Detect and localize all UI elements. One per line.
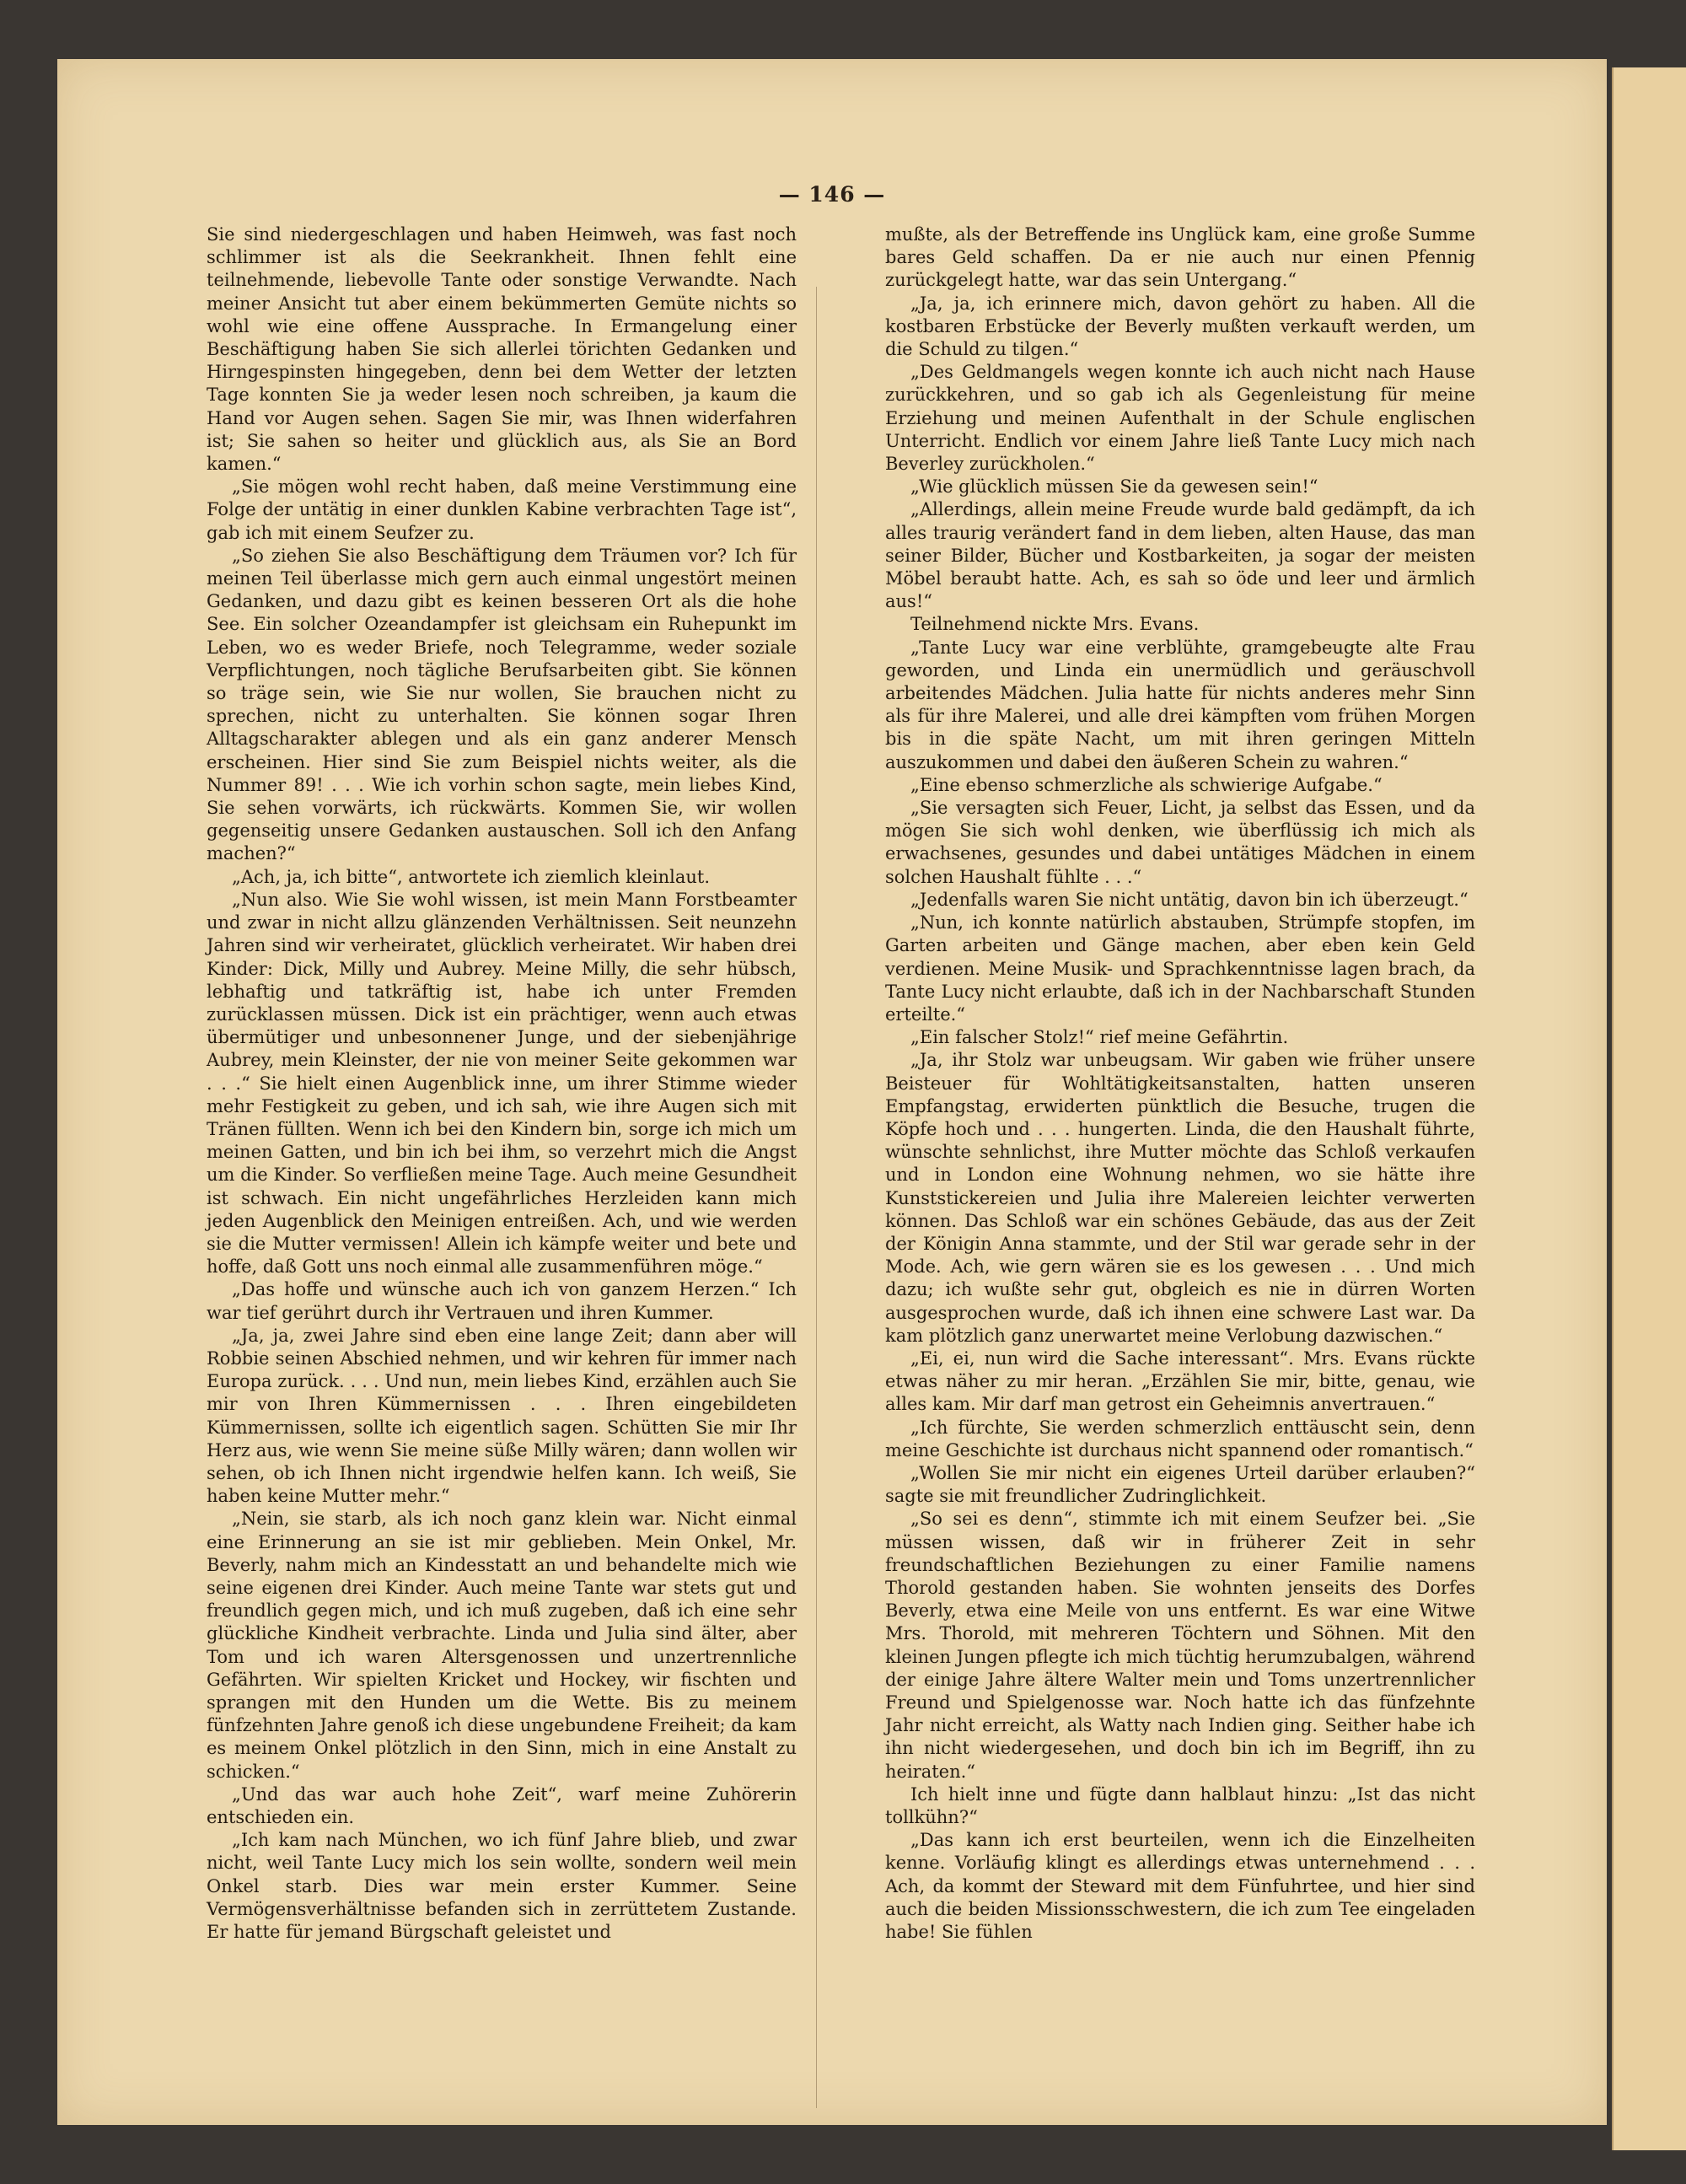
- paragraph: „Und das war auch hohe Zeit“, warf meine Zuhörerin entschieden ein.: [207, 1783, 797, 1828]
- paragraph: „Das kann ich erst beurteilen, wenn ich die Einzelheiten kenne. Vorläufig klingt es allerdings etwas unternehmend . . . Ach, da kommt der Steward mit dem Fünfuhrtee, und hier sind auch die beiden Missionsschwestern, die ich zum Tee eingeladen habe! Sie fühlen: [885, 1830, 1475, 1943]
- paragraph: „Nun, ich konnte natürlich abstauben, Strümpfe stopfen, im Garten arbeiten und Gänge machen, aber eben kein Geld verdienen. Meine Musik- und Sprachkenntnisse lagen brach, da Tante Lucy nicht erlaubte, daß ich in der Nachbarschaft Stunden erteilte.“: [885, 912, 1475, 1025]
- paragraph: Sie sind niedergeschlagen und haben Heimweh, was fast noch schlimmer ist als die Seekrankheit. Ihnen fehlt eine teilnehmende, liebevolle Tante oder sonstige Verwandte. Nach meiner Ansicht tut aber einem bekümmerten Gemüte nichts so wohl wie eine offene Aussprache. In Ermangelung einer Beschäftigung haben Sie sich allerlei törichten Gedanken und Hirngespinsten hingegeben, denn bei dem Wetter der letzten Tage konnten Sie ja weder lesen noch schreiben, ja kaum die Hand vor Augen sehen. Sagen Sie mir, was Ihnen widerfahren ist; Sie sahen so heiter und glücklich aus, als Sie an Bord kamen.“: [207, 224, 797, 475]
- column-divider: [816, 287, 817, 2108]
- paragraph: „Ja, ja, zwei Jahre sind eben eine lange Zeit; dann aber will Robbie seinen Abschied nehmen, und wir kehren für immer nach Europa zurück. . . . Und nun, mein liebes Kind, erzählen auch Sie mir von Ihren Kümmernissen . . . Ihren eingebildeten Kümmernissen, sollte ich eigentlich sagen. Schütten Sie mir Ihr Herz aus, wie wenn Sie meine süße Milly wären; dann wollen wir sehen, ob ich Ihnen nicht irgendwie helfen kann. Ich weiß, Sie haben keine Mutter mehr.“: [207, 1325, 797, 1507]
- paragraph: „Tante Lucy war eine verblühte, gramgebeugte alte Frau geworden, und Linda ein unermüdlich und geräuschvoll arbeitendes Mädchen. Julia hatte für nichts anderes mehr Sinn als für ihre Malerei, und alle drei kämpften vom frühen Morgen bis in die späte Nacht, um mit ihren geringen Mitteln auszukommen und dabei den äußeren Schein zu wahren.“: [885, 637, 1475, 772]
- paragraph: „Wollen Sie mir nicht ein eigenes Urteil darüber erlauben?“ sagte sie mit freundlicher Zudringlichkeit.: [885, 1462, 1475, 1507]
- newspaper-page: [57, 59, 1607, 2125]
- paragraph: „Wie glücklich müssen Sie da gewesen sein!“: [910, 476, 1318, 498]
- paragraph: „Das hoffe und wünsche auch ich von ganzem Herzen.“ Ich war tief gerührt durch ihr Vertrauen und ihren Kummer.: [207, 1279, 797, 1323]
- paragraph: mußte, als der Betreffende ins Unglück kam, eine große Summe bares Geld schaffen. Da er nie auch nur einen Pfennig zurückgelegt hatte, war das sein Untergang.“: [885, 224, 1475, 291]
- paragraph: „Des Geldmangels wegen konnte ich auch nicht nach Hause zurückkehren, und so gab ich als Gegenleistung für meine Erziehung und meinen Aufenthalt in der Schule englischen Unterricht. Endlich vor einem Jahre ließ Tante Lucy mich nach Beverley zurückholen.“: [885, 362, 1475, 475]
- paragraph: „Eine ebenso schmerzliche als schwierige Aufgabe.“: [910, 774, 1383, 795]
- paragraph: „Ich fürchte, Sie werden schmerzlich enttäuscht sein, denn meine Geschichte ist durchaus nicht spannend oder romantisch.“: [885, 1417, 1475, 1460]
- paragraph: „Jedenfalls waren Sie nicht untätig, davon bin ich überzeugt.“: [910, 889, 1469, 910]
- paragraph: Teilnehmend nickte Mrs. Evans.: [910, 614, 1200, 635]
- paragraph: „Nun also. Wie Sie wohl wissen, ist mein Mann Forstbeamter und zwar in nicht allzu glänzenden Verhältnissen. Seit neunzehn Jahren sind wir verheiratet, glücklich verheiratet. Wir haben drei Kinder: Dick, Milly und Aubrey. Meine Milly, die sehr hübsch, lebhaftig und tatkräftig ist, habe ich unter Fremden zurücklassen müssen. Dick ist ein prächtiger, wenn auch etwas übermütiger und unbesonnener Junge, und der siebenjährige Aubrey, mein Kleinster, der nie von meiner Seite gekommen war . . .“ Sie hielt einen Augenblick inne, um ihrer Stimme wieder mehr Festigkeit zu geben, und ich sah, wie ihre Augen sich mit Tränen füllten. Wenn ich bei den Kindern bin, sorge ich mich um meinen Gatten, und bin ich bei ihm, so verzehrt mich die Angst um die Kinder. So verfließen meine Tage. Auch meine Gesundheit ist schwach. Ein nicht ungefährliches Herzleiden kann mich jeden Augenblick den Meinigen entreißen. Ach, und wie werden sie die Mutter vermissen! Allein ich kämpfe weiter und bete und hoffe, daß Gott uns noch einmal alle zusammenführen möge.“: [207, 889, 797, 1278]
- next-page-edge: [1612, 67, 1686, 2150]
- paragraph: Ich hielt inne und fügte dann halblaut hinzu: „Ist das nicht tollkühn?“: [885, 1783, 1475, 1828]
- paragraph: „So sei es denn“, stimmte ich mit einem Seufzer bei. „Sie müssen wissen, daß wir in früherer Zeit in sehr freundschaftlichen Beziehungen zu einer Familie namens Thorold gestanden haben. Sie wohnten jenseits des Dorfes Beverly, etwa eine Meile von uns entfernt. Es war eine Witwe Mrs. Thorold, mit mehreren Töchtern und Söhnen. Mit den kleinen Jungen pflegte ich mich tüchtig herumzubalgen, während der einige Jahre ältere Walter mein und Toms unzertrennlicher Freund und Spielgenosse war. Noch hatte ich das fünfzehnte Jahr nicht erreicht, als Watty nach Indien ging. Seither habe ich ihn nicht wiedergesehen, und doch bin ich im Begriff, ihn zu heiraten.“: [885, 1509, 1475, 1782]
- paragraph: „Sie versagten sich Feuer, Licht, ja selbst das Essen, und da mögen Sie sich wohl denken, wie überflüssig ich mich als erwachsenes, gesundes und dabei untätiges Mädchen in einem solchen Haushalt fühlte . . .“: [885, 798, 1475, 887]
- paragraph: „Allerdings, allein meine Freude wurde bald gedämpft, da ich alles traurig verändert fand in dem lieben, alten Hause, das man seiner Bilder, Bücher und Kostbarkeiten, ja sogar der meisten Möbel beraubt hatte. Ach, es sah so öde und leer und ärmlich aus!“: [885, 499, 1475, 612]
- right-column: [885, 223, 1475, 1944]
- paragraph: „Ich kam nach München, wo ich fünf Jahre blieb, und zwar nicht, weil Tante Lucy mich los sein wollte, sondern weil mein Onkel starb. Dies war mein erster Kummer. Seine Vermögensverhältnisse befanden sich in zerrüttetem Zustande. Er hatte für jemand Bürgschaft geleistet und: [207, 1830, 797, 1943]
- paragraph: „Nein, sie starb, als ich noch ganz klein war. Nicht einmal eine Erinnerung an sie ist mir geblieben. Mein Onkel, Mr. Beverly, nahm mich an Kindesstatt an und behandelte mich wie seine eigenen drei Kinder. Auch meine Tante war stets gut und freundlich gegen mich, und ich muß zugeben, daß ich eine sehr glückliche Kindheit verbrachte. Linda und Julia sind älter, aber Tom und ich waren Altersgenossen und unzertrennliche Gefährten. Wir spielten Kricket und Hockey, wir fischten und sprangen mit den Hunden um die Wette. Bis zu meinem fünfzehnten Jahre genoß ich diese ungebundene Freiheit; da kam es meinem Onkel plötzlich in den Sinn, mich in eine Anstalt zu schicken.“: [207, 1509, 797, 1782]
- paragraph: „Ei, ei, nun wird die Sache interessant“. Mrs. Evans rückte etwas näher zu mir heran. „Erzählen Sie mir, bitte, genau, wie alles kam. Mir darf man getrost ein Geheimnis anvertrauen.“: [885, 1348, 1475, 1415]
- page-number: — 146 —: [778, 182, 886, 207]
- paragraph: „So ziehen Sie also Beschäftigung dem Träumen vor? Ich für meinen Teil überlasse mich gern auch einmal ungestört meinen Gedanken, und dazu gibt es keinen besseren Ort als die hohe See. Ein solcher Ozeandampfer ist gleichsam ein Ruhepunkt im Leben, wo es weder Briefe, noch Telegramme, weder soziale Verpflichtungen, noch tägliche Berufsarbeiten gibt. Sie können so träge sein, wie Sie nur wollen, Sie brauchen nicht zu sprechen, nicht zu unterhalten. Sie können sogar Ihren Alltagscharakter ablegen und als ein ganz anderer Mensch erscheinen. Hier sind Sie zum Beispiel nichts weiter, als die Nummer 89! . . . Wie ich vorhin schon sagte, mein liebes Kind, Sie sehen vorwärts, ich rückwärts. Kommen Sie, wir wollen gegenseitig unsere Gedanken austauschen. Soll ich den Anfang machen?“: [207, 545, 797, 864]
- paragraph: „Ja, ihr Stolz war unbeugsam. Wir gaben wie früher unsere Beisteuer für Wohltätigkeitsanstalten, hatten unseren Empfangstag, erwiderten pünktlich die Besuche, trugen die Köpfe hoch und . . . hungerten. Linda, die den Haushalt führte, wünschte sehnlichst, ihre Mutter möchte das Schloß verkaufen und in London eine Wohnung nehmen, wo sie hätte ihre Kunststickereien und Julia ihre Malereien leichter verwerten können. Das Schloß war ein schönes Gebäude, das aus der Zeit der Königin Anna stammte, und der Stil war gerade sehr in der Mode. Ach, wie gern wären sie es los gewesen . . . Und mich dazu; ich wußte sehr gut, obgleich es nie in dürren Worten ausgesprochen wurde, daß ich ihnen eine schwere Last war. Da kam plötzlich ganz unerwartet meine Verlobung dazwischen.“: [885, 1050, 1475, 1346]
- paragraph: „Ein falscher Stolz!“ rief meine Gefährtin.: [910, 1027, 1289, 1048]
- paragraph: „Ja, ja, ich erinnere mich, davon gehört zu haben. All die kostbaren Erbstücke der Beverly mußten verkauft werden, um die Schuld zu tilgen.“: [885, 293, 1475, 360]
- paragraph: „Ach, ja, ich bitte“, antwortete ich ziemlich kleinlaut.: [232, 866, 711, 887]
- paragraph: „Sie mögen wohl recht haben, daß meine Verstimmung eine Folge der untätig in einer dunklen Kabine verbrachten Tage ist“, gab ich mit einem Seufzer zu.: [207, 476, 797, 543]
- left-column: [207, 223, 797, 1944]
